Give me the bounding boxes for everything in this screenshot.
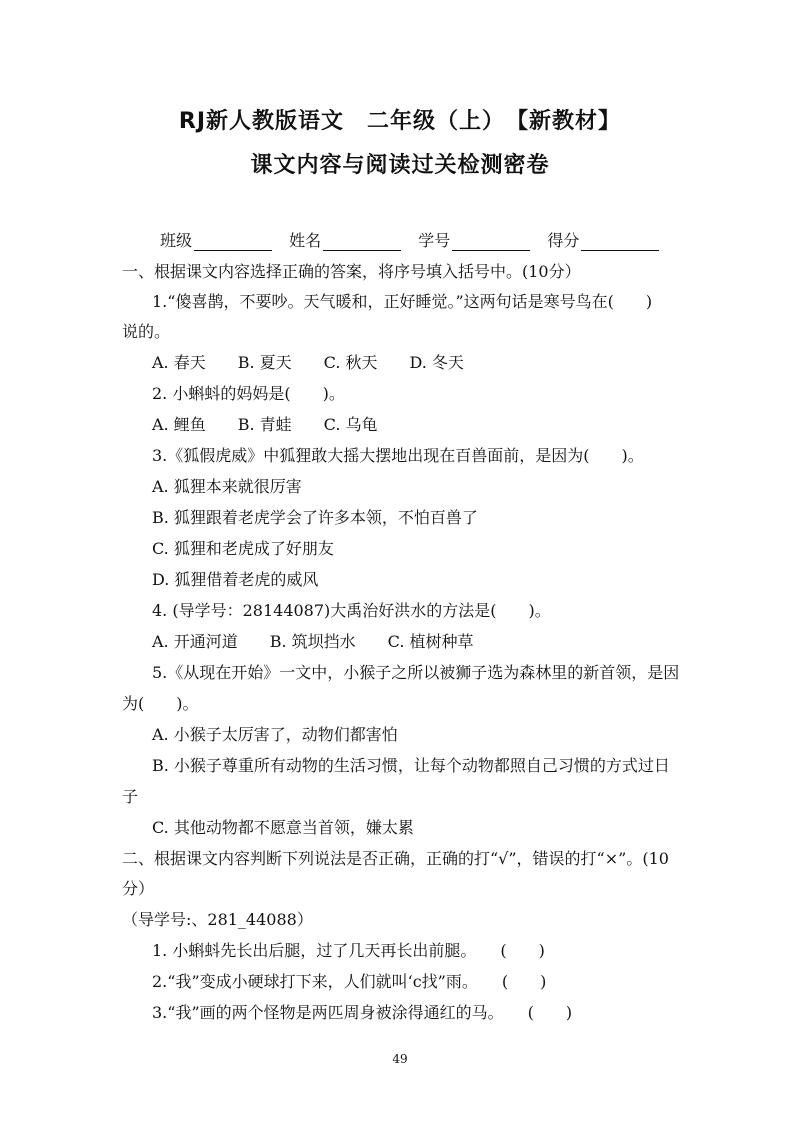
score-field [547, 228, 659, 251]
question-4-line: 4. (导学号：28144087)大禹治好洪水的方法是( )。 [152, 601, 551, 620]
class-field [160, 228, 272, 251]
document-subtitle: 课文内容与阅读过关检测密卷 [250, 153, 550, 178]
id-blank[interactable] [452, 235, 530, 251]
section-1-heading: 一、根据课文内容选择正确的答案，将序号填入括号中。(10分） [122, 262, 581, 281]
name-blank[interactable] [323, 235, 401, 251]
class-label: 班级 [160, 231, 193, 250]
question-5-option-c: C. 其他动物都不愿意当首领，嫌太累 [152, 818, 414, 837]
score-blank[interactable] [581, 235, 659, 251]
question-5-option-a: A. 小猴子太厉害了，动物们都害怕 [152, 725, 398, 744]
question-2-line: 2. 小蝌蚪的妈妈是( )。 [152, 384, 345, 403]
judgment-3: 3.“我”画的两个怪物是两匹周身被涂得通红的马。 ( ) [152, 1003, 573, 1022]
section-2-heading-continuation: 分） [122, 879, 155, 898]
class-blank[interactable] [194, 235, 272, 251]
question-5-option-b: B. 小猴子尊重所有动物的生活习惯，让每个动物都照自己习惯的方式过日 [152, 756, 670, 775]
id-field [418, 228, 530, 251]
page-number: 49 [392, 1052, 408, 1066]
judgment-2: 2.“我”变成小硬球打下来，人们就叫‘c找”雨。 ( ) [152, 972, 547, 991]
question-1-continuation: 说的。 [122, 322, 171, 341]
judgment-1: 1. 小蝌蚪先长出后腿，过了几天再长出前腿。 ( ) [152, 941, 545, 960]
question-1-options: A. 春天 B. 夏天 C. 秋天 D. 冬天 [152, 353, 464, 372]
section-2-reference: （导学号:、281_44088） [122, 910, 313, 929]
question-3-option-a: A. 狐狸本来就很厉害 [152, 477, 302, 496]
question-2-options: A. 鲤鱼 B. 青蛙 C. 乌龟 [152, 415, 378, 434]
name-field [289, 228, 401, 251]
student-info-row [160, 228, 671, 251]
question-5-continuation: 为( )。 [122, 694, 199, 713]
question-4-options: A. 开通河道 B. 筑坝挡水 C. 植树种草 [152, 632, 474, 651]
document-title: RJ新人教版语文 二年级（上） 【新教材】 [178, 109, 622, 134]
name-label: 姓名 [289, 231, 322, 250]
score-label: 得分 [547, 231, 580, 250]
question-3-option-d: D. 狐狸借着老虎的威风 [152, 570, 319, 589]
question-3-line: 3.《狐假虎威》中狐狸敢大摇大摆地出现在百兽面前，是因为( )。 [152, 446, 644, 465]
question-5-line: 5.《从现在开始》一文中，小猴子之所以被狮子选为森林里的新首领，是因 [152, 663, 680, 682]
question-3-option-c: C. 狐狸和老虎成了好朋友 [152, 539, 334, 558]
question-1-line: 1.“傻喜鹊，不要吵。天气暖和，正好睡觉。”这两句话是寒号鸟在( ) [152, 292, 653, 311]
question-5-option-b-continuation: 子 [122, 787, 139, 806]
question-3-option-b: B. 狐狸跟着老虎学会了许多本领，不怕百兽了 [152, 508, 478, 527]
id-label: 学号 [418, 231, 451, 250]
section-2-heading: 二、根据课文内容判断下列说法是否正确，正确的打“√”，错误的打“×”。(10 [122, 849, 669, 868]
